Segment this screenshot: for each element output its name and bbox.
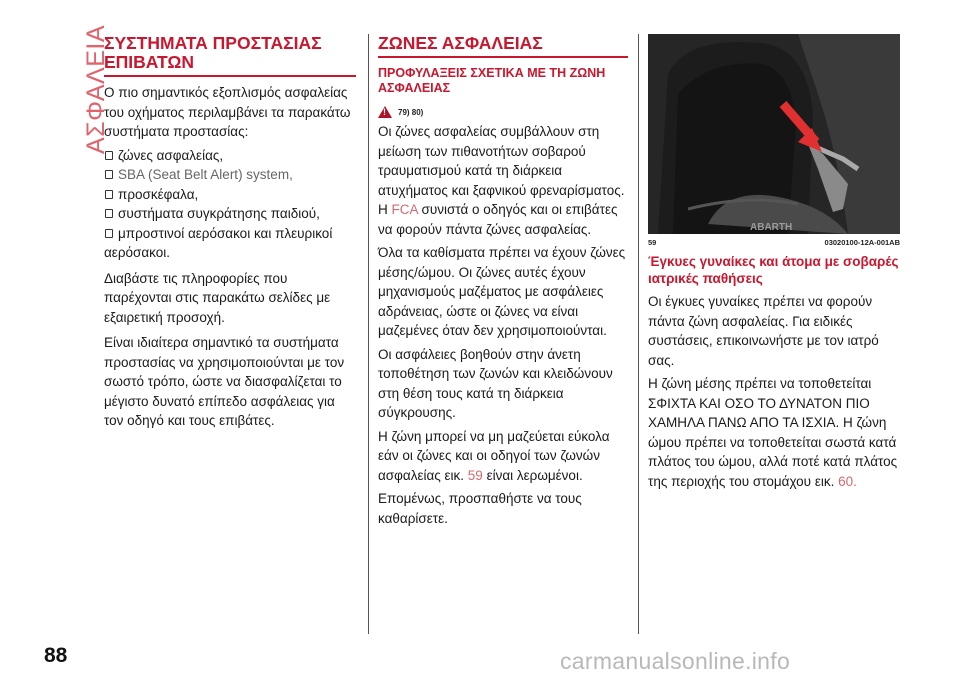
watermark: carmanualsonline.info <box>560 648 791 674</box>
figure-caption <box>648 238 900 247</box>
warning-icon <box>378 106 392 118</box>
figure-link-60[interactable]: 60. <box>838 473 857 489</box>
figure-code: 03020100-12A-001AB <box>824 238 900 247</box>
protection-systems-list <box>104 146 356 244</box>
intro-paragraph: Ο πιο σημαντικός εξοπλισμός ασφαλείας του οχήματος περιλαμβάνει τα παρακάτω συστήματα προστασίας: <box>104 85 351 139</box>
figure-link-59[interactable]: 59 <box>467 467 483 483</box>
paragraph: Όλα τα καθίσματα πρέπει να έχουν ζώνες μέσης/ώμου. Οι ζώνες αυτές έχουν μηχανισμούς μαζέματος με ασφάλειες αδράνειας, ώστε οι ζώνες να είναι μαζεμένες όταν δεν χρησιμοποιούνται. <box>378 245 626 338</box>
paragraph <box>378 427 628 486</box>
paragraph <box>378 122 628 239</box>
text: είναι λερωμένοι. <box>482 467 583 483</box>
list-continuation: αερόσακοι. <box>104 245 170 260</box>
column-occupant-protection <box>104 34 356 435</box>
heading-line-2: ΕΠΙΒΑΤΩΝ <box>104 52 195 72</box>
column-seat-belts <box>378 34 628 532</box>
section-heading-occupant-protection <box>104 34 356 77</box>
paragraph: Οι ασφάλειες βοηθούν στην άνετη τοποθέτηση των ζωνών και κλειδώνουν στη θέση τους κατά τη διάρκεια σύγκρουσης. <box>378 346 613 420</box>
side-section-title <box>46 24 110 156</box>
brand-reference: FCA <box>391 202 418 217</box>
list-item: SBA (Seat Belt Alert) system, <box>104 165 356 185</box>
paragraph <box>648 374 900 491</box>
list-item: ζώνες ασφαλείας, <box>104 146 356 166</box>
seat-belt-photo <box>648 34 900 234</box>
warning-note <box>378 106 628 118</box>
subheading-precautions: ΠΡΟΦΥΛΑΞΕΙΣ ΣΧΕΤΙΚΑ ΜΕ ΤΗ ΖΩΝΗ ΑΣΦΑΛΕΙΑΣ <box>378 66 606 95</box>
pregnancy-section <box>648 253 900 491</box>
photo-brand: ABARTH <box>750 222 793 233</box>
seat-belt-illustration <box>648 34 900 234</box>
paragraph: Είναι ιδιαίτερα σημαντικό τα συστήματα προστασίας να χρησιμοποιούνται με τον σωστό τρόπο, ώστε να διασφαλίζεται το μέγιστο δυνατό επίπεδο ασφάλειας για τον οδηγό και τους επιβάτες. <box>104 335 345 428</box>
text: συνιστά ο οδηγός και οι επιβάτες να φορούν πάντα ζώνες ασφαλείας. <box>378 202 618 237</box>
list-item: μπροστινοί αερόσακοι και πλευρικοί <box>104 224 356 244</box>
subheading-pregnant-women: Έγκυες γυναίκες και άτομα με σοβαρές ιατρικές παθήσεις <box>648 254 899 286</box>
heading-line-1: ΣΥΣΤΗΜΑΤΑ ΠΡΟΣΤΑΣΙΑΣ <box>104 33 322 53</box>
list-item: προσκέφαλα, <box>104 185 356 205</box>
figure-number: 59 <box>648 238 657 247</box>
paragraph: Διαβάστε τις πληροφορίες που παρέχονται στις παρακάτω σελίδες με εξαιρετική προσοχή. <box>104 270 331 325</box>
column-divider <box>368 34 369 634</box>
side-title-text: ΑΣΦΑΛΕΙΑ <box>82 24 110 154</box>
text: Η ζώνη μπορεί να μη μαζεύεται εύκολα εάν οι ζώνες και οι οδηγοί των ζωνών ασφαλείας εικ. <box>378 428 610 483</box>
warning-reference: 79) 80) <box>398 107 424 117</box>
paragraph: Οι έγκυες γυναίκες πρέπει να φορούν πάντα ζώνη ασφαλείας. Για ειδικές συστάσεις, επικοινωνήστε με τον ιατρό σας. <box>648 294 879 368</box>
text: Η ζώνη μέσης πρέπει να τοποθετείται ΣΦΙΧΤΑ ΚΑΙ ΟΣΟ ΤΟ ΔΥΝΑΤΟΝ ΠΙΟ ΧΑΜΗΛΑ ΠΑΝΩ ΑΠΟ ΤΑ ΙΣΧΙΑ. Η ζώνη ώμου πρέπει να τοποθετείται σωστά κατά πλάτος του ώμου, αλλά ποτέ κατά πλάτος της περιοχής του στομάχου εικ. <box>648 376 898 489</box>
list-item: συστήματα συγκράτησης παιδιού, <box>104 204 356 224</box>
text: Οι ζώνες ασφαλείας συμβάλλουν στη μείωση των πιθανοτήτων σοβαρού τραυματισμού κατά τη διάρκεια ατυχήματος και ξαφνικού φρεναρίσματος. Η <box>378 124 625 217</box>
paragraph: Επομένως, προσπαθήστε να τους καθαρίσετε. <box>378 491 582 526</box>
section-heading-seat-belts: ΖΩΝΕΣ ΑΣΦΑΛΕΙΑΣ <box>378 34 628 58</box>
column-figure-pregnancy <box>638 34 900 495</box>
page-number: 88 <box>44 644 68 667</box>
